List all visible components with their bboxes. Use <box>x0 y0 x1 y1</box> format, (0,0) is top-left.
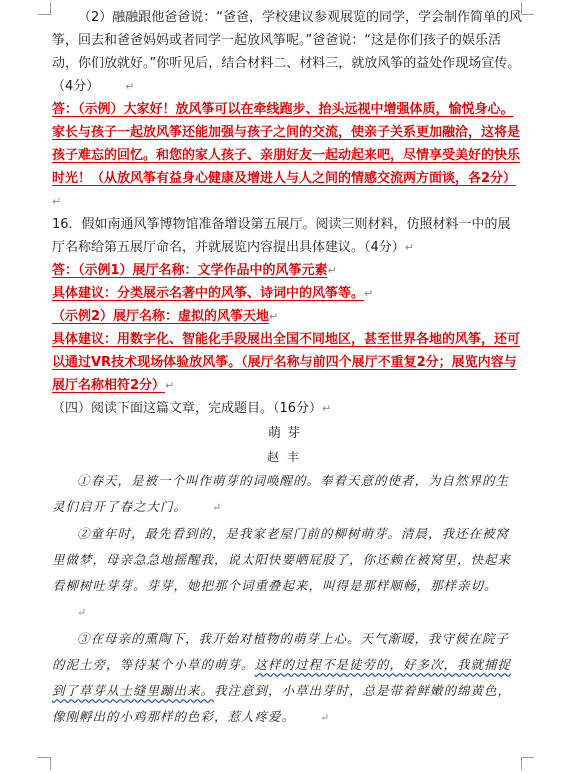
paragraph-mark-icon: ↵ <box>320 711 331 724</box>
paragraph-mark-icon: ↵ <box>322 402 332 415</box>
page-corner-mark <box>521 2 534 15</box>
paragraph-mark-icon: ↵ <box>364 287 374 300</box>
question-16-answer-line-4 <box>52 328 522 397</box>
essay-text: 我注意到，小草出芽时，总是带着鲜嫩的绵黄色，像刚孵出的小鸡那样的色彩，惹人疼爱。 <box>52 683 512 724</box>
question-16-answer-line-3 <box>52 305 522 328</box>
section-4-heading <box>52 397 522 420</box>
section-heading-text: （四）阅读下面这篇文章，完成题目。（16分） <box>52 401 323 416</box>
answer-text: 答：（示例）大家好！放风筝可以在牵线跑步、抬头远视中增强体质，愉悦身心。家长与孩子一起放风筝还能加强与孩子之间的交流，使亲子关系更加融洽，这将是孩子难忘的回忆。和您的家人孩子、亲朋好友一起动起来吧，尽情享受美好的快乐时光！（从放风筝有益身心健康及增进人与人之间的情感交流两方面谈，各2分） <box>52 102 521 186</box>
essay-author <box>52 446 522 468</box>
underlined-sentence: 这样的过程不是徒劳的，好多次，我就捕捉到了草芽从土缝里蹦出来。 <box>52 657 512 698</box>
essay-paragraph-2 <box>52 521 522 626</box>
question-16-answer-line-1 <box>52 259 522 282</box>
paragraph-mark-icon: ↵ <box>404 241 414 254</box>
answer-text: 答：（示例1）展厅名称：文学作品中的风筝元素 <box>52 263 328 278</box>
question-text: （2）融融跟他爸爸说：“爸爸，学校建议参观展览的同学，学会制作简单的风筝，回去和爸爸妈妈或者同学一起放风筝呢。”爸爸说：“这是你们孩子的娱乐活动，你们放就好。”你听见后，结合材料二、材料三，就放风筝的益处作现场宣传。（4分） <box>52 10 523 94</box>
document-page <box>52 6 522 731</box>
page-corner-mark <box>521 757 534 770</box>
question-15-part-2 <box>52 6 522 98</box>
question-15-answer <box>52 98 522 213</box>
answer-text: （示例2）展厅名称：虚拟的风筝天地 <box>52 309 270 324</box>
paragraph-mark-icon: ↵ <box>52 195 62 208</box>
paragraph-mark-icon: ↵ <box>327 264 337 277</box>
answer-text: 具体建议：分类展示名著中的风筝、诗词中的风筝等。 <box>52 286 365 301</box>
paragraph-mark-icon: ↵ <box>212 501 223 514</box>
paragraph-mark-icon: ↵ <box>269 310 279 323</box>
page-corner-mark <box>38 2 51 15</box>
essay-paragraph-3 <box>52 626 522 731</box>
paragraph-mark-icon: ↵ <box>77 606 88 619</box>
question-text: 16．假如南通风筝博物馆准备增设第五展厅。阅读三则材料，仿照材料一中的展厅名称给第五展厅命名，并就展览内容提出具体建议。（4分） <box>52 217 511 255</box>
essay-text: ③在母亲的熏陶下，我开始对植物的萌芽上心。天气渐暖，我守候在院子的泥土旁，等待某个小草的萌芽。 <box>52 631 510 672</box>
essay-paragraph-1 <box>52 468 522 521</box>
question-16-answer-line-2 <box>52 282 522 305</box>
page-corner-mark <box>38 757 51 770</box>
paragraph-mark-icon: ↵ <box>125 80 135 93</box>
answer-text: 具体建议：用数字化、智能化手段展出全国不同地区，甚至世界各地的风筝，还可以通过VR技术现场体验放风筝。（展厅名称与前四个展厅不重复2分；展览内容与展厅名称相符2分） <box>52 332 521 393</box>
paragraph-mark-icon: ↵ <box>165 379 175 392</box>
essay-text: ②童年时，最先看到的，是我家老屋门前的柳树萌芽。清晨，我还在被窝里做梦，母亲急急地摇醒我，说太阳快要晒屁股了，你还赖在被窝里，快起来看柳树吐芽芽。芽芽，她把那个词重叠起来，叫得是那样顺畅，那样亲切。 <box>52 526 512 593</box>
essay-text: ①春天，是被一个叫作萌芽的词唤醒的。奉着天意的使者，为自然界的生灵们启开了春之大门。 <box>52 473 510 514</box>
essay-title <box>52 422 522 446</box>
essay-title-text: 萌芽 <box>267 426 306 441</box>
essay-author-text: 赵丰 <box>266 450 307 464</box>
question-16 <box>52 213 522 259</box>
